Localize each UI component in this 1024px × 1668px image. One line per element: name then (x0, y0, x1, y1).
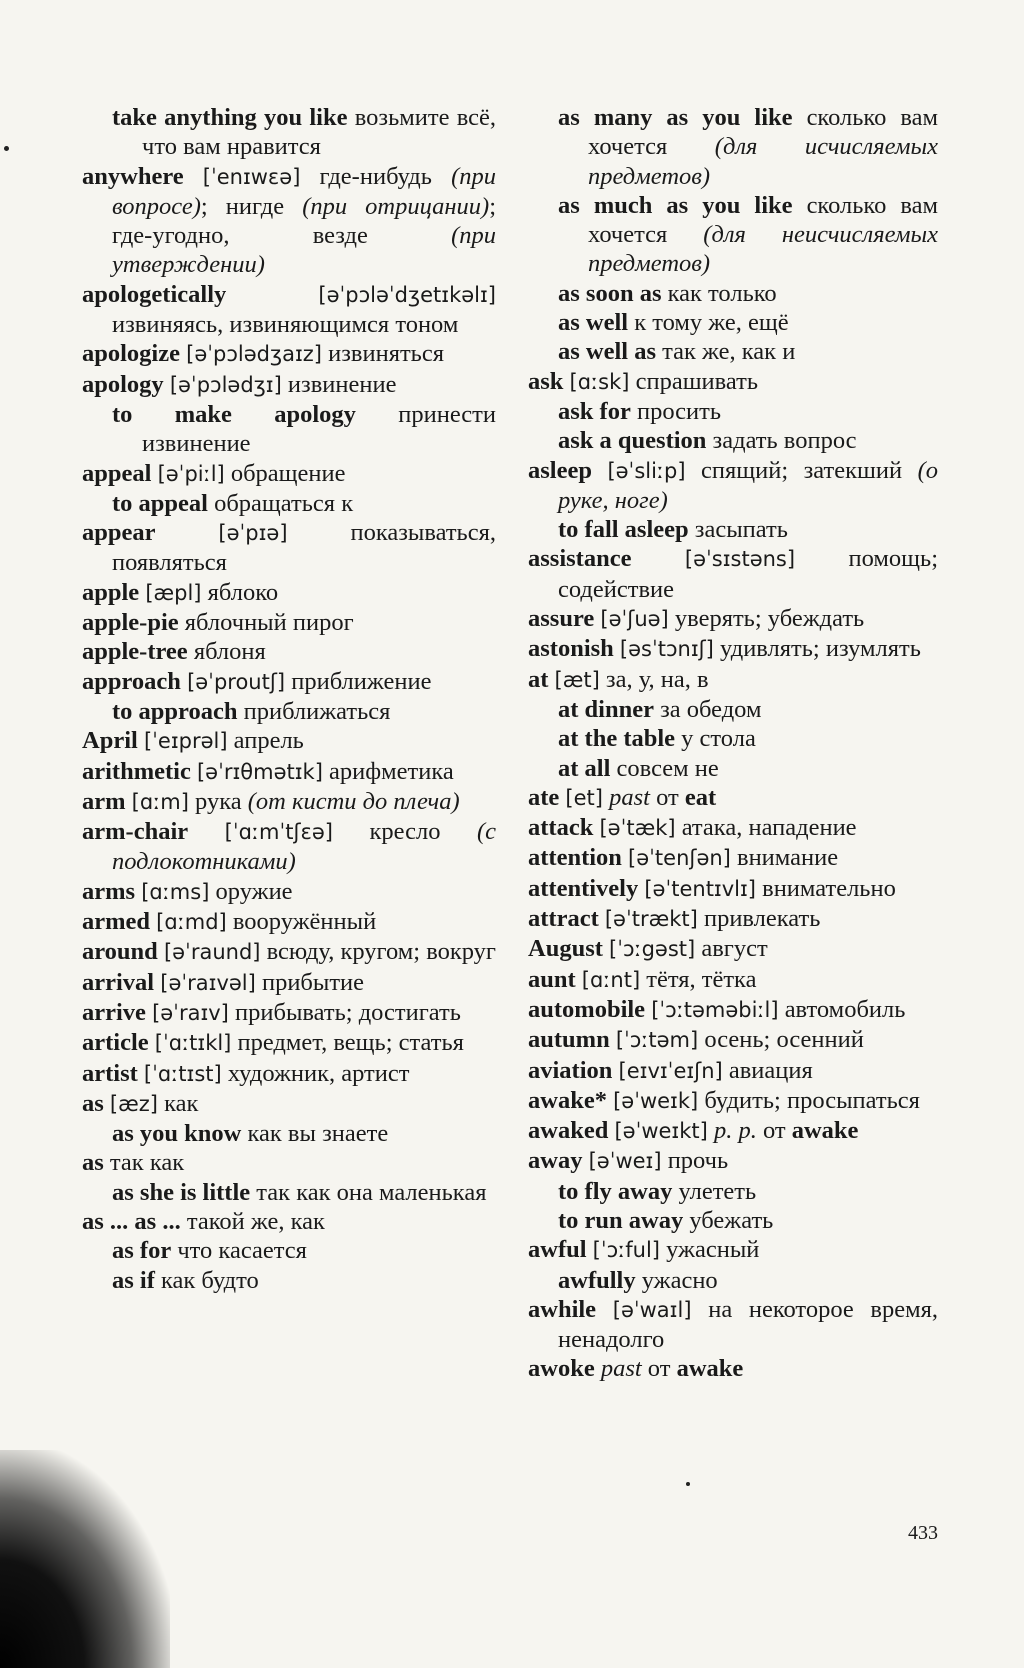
usage-note: (для неисчисляемых предметов) (588, 221, 938, 278)
sub-entry (528, 337, 938, 366)
transcription: [əˈweɪ] (588, 1149, 662, 1174)
dictionary-entry (82, 280, 496, 340)
headword: article (82, 1029, 149, 1057)
translation: кресло (369, 818, 441, 846)
headword: as you know (112, 1120, 242, 1148)
translation: привлекать (703, 905, 821, 933)
usage-note: (при вопросе) (112, 162, 496, 220)
usage-note: (при отрицании) (302, 192, 490, 220)
translation: авиация (728, 1056, 813, 1084)
sub-entry (82, 103, 496, 162)
translation: от (656, 783, 679, 811)
dictionary-entry (528, 1086, 938, 1116)
translation: сколько вам хочется (588, 104, 938, 161)
translation: предмет, вещь; статья (237, 1029, 464, 1057)
dictionary-entry (82, 968, 496, 998)
transcription: [əˈraund] (163, 940, 261, 965)
headword: arrival (82, 968, 155, 996)
translation: улететь (678, 1177, 757, 1205)
sub-entry (82, 1119, 496, 1148)
sub-entry (528, 754, 938, 783)
translation: яблочный пирог (184, 609, 354, 637)
dictionary-entry (528, 665, 938, 695)
sub-entry (528, 426, 938, 455)
sub-entry (82, 697, 496, 726)
dictionary-entry (528, 1116, 938, 1146)
transcription: [əˈpɪə] (218, 521, 288, 546)
headword: appeal (82, 459, 152, 487)
dictionary-entry (82, 726, 496, 756)
headword: apologize (82, 340, 180, 368)
translation: прочь (667, 1147, 729, 1175)
headword: awful (528, 1236, 587, 1264)
dictionary-entry (528, 1235, 938, 1265)
headword: attentively (528, 874, 639, 902)
dictionary-entry (82, 578, 496, 608)
translation: убежать (689, 1206, 774, 1234)
translation: от (762, 1117, 786, 1145)
dictionary-entry (528, 874, 938, 904)
translation: сколько вам хочется (588, 191, 938, 249)
headword: take anything you like (112, 104, 348, 131)
headword: autumn (528, 1026, 610, 1054)
headword: to approach (112, 697, 238, 725)
transcription: [əˈsliːp] (607, 458, 686, 483)
translation: ; нигде (200, 192, 285, 220)
usage-note: past (609, 783, 650, 811)
translation: прибывать; достигать (235, 998, 461, 1026)
transcription: [et] (565, 785, 603, 810)
transcription: [əˈʃuə] (600, 607, 669, 632)
dictionary-entry (82, 637, 496, 666)
dictionary-entry (82, 339, 496, 369)
translation: апрель (233, 727, 304, 755)
sub-entry (528, 724, 938, 753)
dictionary-entry (82, 877, 496, 907)
transcription: [əˈweɪk] (613, 1088, 699, 1113)
dictionary-entry (82, 1089, 496, 1119)
translation: за, у, на, в (605, 665, 709, 693)
translation: принести извинение (142, 400, 496, 458)
transcription: [ˈeɪprəl] (143, 729, 228, 754)
headword: as for (112, 1237, 172, 1265)
translation: август (701, 935, 768, 963)
headword: as ... as ... (82, 1207, 181, 1235)
translation: приближение (291, 667, 432, 695)
sub-entry (528, 191, 938, 279)
dictionary-entry (528, 604, 938, 634)
transcription: [əˈtrækt] (604, 907, 698, 932)
translation: как будто (161, 1266, 259, 1294)
translation: атака, нападение (681, 814, 857, 842)
usage-note: (с подлокотниками) (112, 818, 497, 876)
headword: as (82, 1089, 104, 1117)
headword: awfully (558, 1266, 636, 1294)
scan-shadow (0, 1450, 170, 1668)
transcription: [ɑːms] (141, 879, 210, 904)
sub-entry (528, 279, 938, 308)
headword: arm-chair (82, 818, 189, 846)
headword: aviation (528, 1056, 613, 1084)
headword-ref: awake (791, 1117, 859, 1145)
translation: просить (636, 397, 722, 425)
translation: так же, как и (662, 338, 796, 366)
sub-entry (528, 1266, 938, 1295)
dictionary-entry (528, 843, 938, 873)
headword: April (82, 727, 138, 755)
headword: apology (82, 370, 164, 398)
transcription: [eɪvɪˈeɪʃn] (618, 1058, 723, 1083)
translation: тётя, тётка (646, 965, 757, 993)
scan-speck (686, 1482, 690, 1486)
transcription: [əsˈtɔnɪʃ] (619, 637, 714, 662)
dictionary-entry (82, 937, 496, 967)
headword: aunt (528, 965, 576, 993)
dictionary-entry (82, 370, 496, 400)
translation: яблоко (207, 578, 279, 606)
sub-entry (528, 515, 938, 544)
translation: оружие (215, 877, 293, 905)
headword: automobile (528, 995, 646, 1023)
dictionary-entry (82, 907, 496, 937)
headword: away (528, 1147, 583, 1175)
headword: to run away (558, 1206, 684, 1234)
translation: где-нибудь (319, 162, 432, 190)
translation: от (647, 1355, 671, 1383)
translation: помощь; содействие (558, 545, 938, 603)
dictionary-entry (528, 934, 938, 964)
translation: такой же, как (186, 1207, 325, 1235)
dictionary-entry (82, 1207, 496, 1236)
headword: as she is little (112, 1178, 251, 1206)
headword: anywhere (82, 162, 184, 190)
translation: всюду, кругом; вокруг (266, 938, 496, 966)
headword: to fall asleep (558, 516, 689, 544)
transcription: [əˈraɪv] (152, 1000, 229, 1025)
headword: arithmetic (82, 757, 191, 785)
translation: показываться, появляться (112, 519, 496, 577)
headword: apple-pie (82, 609, 179, 637)
headword: awhile (528, 1295, 597, 1323)
sub-entry (82, 400, 496, 459)
dictionary-entry (528, 634, 938, 664)
sub-entry (528, 308, 938, 337)
headword: attention (528, 844, 622, 872)
headword: around (82, 938, 158, 966)
dictionary-entry (82, 817, 496, 877)
translation: вооружённый (232, 908, 377, 936)
headword: apple-tree (82, 638, 188, 666)
transcription: [əˈpɔlədʒaɪz] (186, 342, 322, 367)
translation: художник, артист (227, 1059, 410, 1087)
translation: так как (109, 1149, 185, 1177)
translation: ; где-угодно, везде (112, 192, 497, 250)
transcription: [əˈpɔləˈdʒetɪkəlɪ] (318, 282, 496, 307)
headword: apologetically (82, 280, 227, 308)
headword: at (528, 665, 549, 693)
usage-note: (для исчисляемых предметов) (588, 133, 938, 190)
headword: as much as you like (558, 191, 793, 219)
dictionary-entry (82, 787, 496, 817)
headword: as if (112, 1266, 155, 1294)
headword: arm (82, 787, 126, 815)
translation: автомобиль (784, 995, 906, 1023)
translation: засыпать (694, 516, 788, 544)
headword: awaked (528, 1117, 609, 1145)
dictionary-entry (82, 1148, 496, 1177)
transcription: [æt] (554, 667, 600, 692)
transcription: [ˈɔːgəst] (609, 937, 696, 962)
dictionary-entry (528, 544, 938, 604)
transcription: [ɑːsk] (569, 369, 630, 394)
headword: as soon as (558, 279, 662, 307)
translation: яблоня (193, 638, 266, 666)
transcription: [ˈenɪwɛə] (202, 164, 301, 189)
dictionary-entry (82, 757, 496, 787)
headword: arrive (82, 998, 146, 1026)
translation: как только (667, 279, 777, 307)
dictionary-entry (528, 995, 938, 1025)
headword: at dinner (558, 695, 654, 723)
dictionary-entry (82, 1059, 496, 1089)
headword: August (528, 935, 603, 963)
usage-note: (от кисти до плеча) (247, 787, 460, 815)
headword: artist (82, 1059, 138, 1087)
translation: за обедом (660, 695, 762, 723)
translation: к тому же, ещё (634, 309, 789, 337)
headword: to appeal (112, 489, 208, 517)
headword-ref: eat (684, 783, 717, 811)
headword: attack (528, 814, 594, 842)
transcription: [əˈtenʃən] (628, 846, 731, 871)
headword: at all (558, 754, 611, 782)
transcription: [ˈɑːtɪst] (143, 1061, 222, 1086)
dictionary-entry (528, 1146, 938, 1176)
transcription: [əˈsɪstəns] (684, 547, 796, 572)
headword: arms (82, 877, 136, 905)
transcription: [əˈrɪθmətɪk] (196, 759, 323, 784)
headword: as (82, 1149, 104, 1177)
translation: как (164, 1089, 199, 1117)
transcription: [ˈɔːtəməbiːl] (651, 997, 779, 1022)
right-column (528, 103, 938, 1384)
left-column (82, 103, 496, 1295)
transcription: [əˈtæk] (599, 816, 676, 841)
usage-note: (о руке, ноге) (558, 456, 938, 514)
dictionary-entry (528, 904, 938, 934)
translation: обращаться к (214, 489, 354, 517)
translation: обращение (230, 459, 346, 487)
sub-entry (528, 1206, 938, 1235)
transcription: [ˈɑːtɪkl] (154, 1031, 232, 1056)
headword: ate (528, 783, 560, 811)
translation: извиняться (328, 340, 444, 368)
translation: что касается (177, 1237, 307, 1265)
headword: awoke (528, 1355, 595, 1383)
sub-entry (82, 1236, 496, 1265)
translation: удивлять; изумлять (720, 635, 921, 663)
translation: задать вопрос (712, 427, 857, 455)
transcription: [æz] (109, 1091, 158, 1116)
headword-ref: awake (676, 1355, 744, 1383)
headword: assure (528, 605, 595, 633)
translation: внимательно (762, 874, 896, 902)
translation: осень; осенний (704, 1026, 864, 1054)
headword: as well as (558, 338, 656, 366)
dictionary-entry (82, 608, 496, 637)
sub-entry (82, 1178, 496, 1207)
translation: на некоторое время, ненадолго (558, 1295, 939, 1354)
transcription: [ɑːmd] (156, 910, 227, 935)
headword: as many as you like (558, 104, 793, 131)
headword: to make apology (112, 400, 356, 428)
translation: прибытие (261, 968, 365, 996)
dictionary-entry (528, 965, 938, 995)
headword: astonish (528, 635, 614, 663)
dictionary-entry (528, 783, 938, 813)
sub-entry (528, 103, 938, 191)
sub-entry (528, 1177, 938, 1206)
headword: asleep (528, 456, 592, 484)
translation: спрашивать (635, 367, 759, 395)
headword: assistance (528, 545, 632, 573)
dictionary-entry (528, 813, 938, 843)
translation: так как она маленькая (256, 1178, 487, 1206)
translation: ужасно (641, 1266, 718, 1294)
transcription: [əˈtentɪvlɪ] (644, 876, 756, 901)
translation: приближаться (243, 697, 391, 725)
headword: awake* (528, 1086, 607, 1114)
transcription: [əˈpiːl] (157, 461, 225, 486)
translation: у стола (681, 725, 756, 753)
translation: будить; просыпаться (704, 1086, 920, 1114)
translation: возьмите всё, что вам нравится (142, 104, 496, 161)
headword: ask a question (558, 427, 707, 455)
transcription: [əˈraɪvəl] (160, 970, 256, 995)
usage-note: p. p. (713, 1117, 757, 1145)
headword: to fly away (558, 1177, 673, 1205)
dictionary-entry (82, 1028, 496, 1058)
headword: ask (528, 367, 564, 395)
sub-entry (82, 1266, 496, 1295)
translation: уверять; убеждать (674, 605, 865, 633)
translation: извинение (287, 370, 397, 398)
transcription: [əˈwaɪl] (612, 1297, 692, 1322)
usage-note: past (600, 1355, 642, 1383)
dictionary-entry (82, 162, 496, 280)
transcription: [ɑːnt] (581, 967, 641, 992)
dictionary-entry (82, 518, 496, 578)
sub-entry (528, 695, 938, 724)
translation: внимание (737, 844, 839, 872)
sub-entry (528, 397, 938, 426)
dictionary-entry (82, 998, 496, 1028)
usage-note: (при утверждении) (112, 222, 497, 279)
transcription: [æpl] (145, 580, 202, 605)
headword: approach (82, 667, 181, 695)
dictionary-entry (528, 1295, 938, 1355)
translation: как вы знаете (247, 1120, 389, 1148)
translation: рука (195, 787, 242, 815)
dictionary-entry (528, 1025, 938, 1055)
transcription: [əˈweɪkt] (614, 1119, 708, 1144)
headword: at the table (558, 725, 676, 753)
dictionary-entry (528, 1056, 938, 1086)
transcription: [əˈpɔlədʒɪ] (169, 372, 282, 397)
headword: ask for (558, 397, 631, 425)
transcription: [əˈproutʃ] (187, 669, 286, 694)
sub-entry (82, 489, 496, 518)
headword: apple (82, 578, 140, 606)
page-number: 433 (908, 1522, 938, 1544)
dictionary-entry (528, 456, 938, 516)
translation: арифметика (329, 757, 454, 785)
translation: совсем не (616, 754, 719, 782)
dictionary-entry (82, 459, 496, 489)
translation: ужасный (666, 1236, 760, 1264)
transcription: [ˈɔːtəm] (615, 1028, 699, 1053)
dictionary-entry (82, 667, 496, 697)
transcription: [ˈɑːmˈtʃɛə] (224, 820, 333, 845)
translation: извиняясь, извиняющимся тоном (112, 311, 459, 339)
scan-speck (4, 146, 9, 151)
dictionary-entry (528, 367, 938, 397)
transcription: [ɑːm] (131, 789, 189, 814)
translation: спящий; затекший (701, 456, 903, 484)
headword: armed (82, 908, 151, 936)
transcription: [ˈɔːful] (592, 1238, 660, 1263)
dictionary-entry (528, 1354, 938, 1383)
headword: appear (82, 519, 156, 547)
headword: as well (558, 309, 629, 337)
headword: attract (528, 905, 599, 933)
